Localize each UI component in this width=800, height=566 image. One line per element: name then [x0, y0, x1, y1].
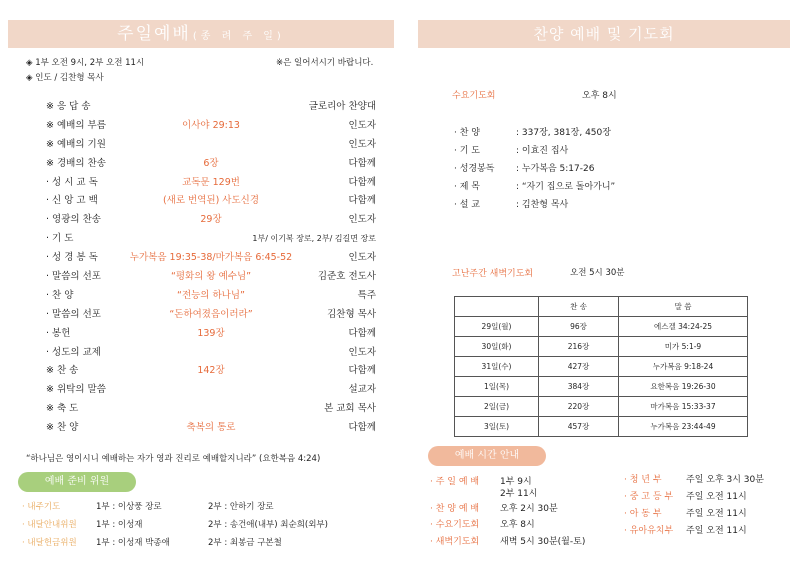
- table-cell-day: 29일(월): [455, 317, 539, 337]
- service-value: 1부 9시: [500, 477, 532, 487]
- order-detail: 이사야 29:13: [182, 119, 240, 131]
- table-cell-day: 31일(수): [455, 357, 539, 377]
- program-value: : 337장, 381장, 450장: [516, 128, 611, 138]
- order-row: [46, 249, 376, 268]
- program-key: · 성경봉독: [454, 164, 495, 174]
- dawn-time: 오전 5시 30분: [570, 268, 625, 278]
- order-title: · 신 앙 고 백: [46, 195, 98, 207]
- scripture-verse: “하나님은 영이시니 예배하는 자가 영과 진리로 예배할지니라” (요한복음 4:24): [26, 454, 321, 464]
- order-leader: 다함께: [348, 176, 376, 188]
- order-detail: 29장: [200, 214, 222, 226]
- order-title: · 기 도: [46, 233, 74, 245]
- committee-label: · 내달안내위원: [22, 520, 77, 530]
- order-title: ※ 경배의 찬송: [46, 157, 106, 169]
- order-detail: 축복의 통로: [186, 422, 236, 434]
- committee-second: 2부 : 송건애(내부) 최순희(외부): [208, 520, 328, 530]
- committee-label: · 내달헌금위원: [22, 538, 77, 548]
- table-cell-hymn: 384장: [539, 377, 619, 397]
- committee-first: 1부 : 이성재 박종애: [96, 538, 170, 548]
- order-title: ※ 예배의 기원: [46, 138, 106, 150]
- order-leader: 김찬형 목사: [327, 308, 376, 320]
- dawn-heading-row: [452, 266, 625, 279]
- table-cell-hymn: 457장: [539, 417, 619, 437]
- service-label: · 수요기도회: [430, 520, 480, 530]
- order-row: [46, 230, 376, 249]
- order-detail: “돈하여졌음이러라”: [169, 308, 253, 320]
- dept-label: · 중 고 등 부: [624, 492, 674, 502]
- table-cell-day: 3일(토): [455, 417, 539, 437]
- program-value: : 김찬형 목사: [516, 200, 569, 210]
- order-row: [46, 325, 376, 344]
- order-title: · 찬 양: [46, 289, 74, 301]
- order-row: [46, 155, 376, 174]
- order-title: · 봉헌: [46, 327, 71, 339]
- order-detail: “평화의 왕 예수님”: [170, 271, 252, 283]
- table-cell-hymn: 96장: [539, 317, 619, 337]
- dawn-schedule-table: [454, 296, 748, 437]
- committee-label: · 내주기도: [22, 502, 61, 512]
- program-key: · 제 목: [454, 182, 480, 192]
- order-leader: 다함께: [348, 422, 376, 434]
- order-leader: 인도자: [348, 346, 376, 358]
- wednesday-time: 오후 8시: [582, 91, 617, 101]
- table-cell-scripture: 요한복음 19:26-30: [619, 377, 748, 397]
- order-row: [46, 400, 376, 419]
- order-detail: 6장: [203, 157, 219, 169]
- table-cell-hymn: 220장: [539, 397, 619, 417]
- worship-title-sub: (종 려 주 일): [192, 31, 285, 42]
- order-detail: 누가복음 19:35-38/마가복음 6:45-52: [129, 252, 293, 264]
- service-label: · 새벽기도회: [430, 537, 480, 547]
- service-time-line: ◈ 1부 오전 9시, 2부 오전 11시: [26, 58, 145, 68]
- table-cell-scripture: 미가 5:1-9: [619, 337, 748, 357]
- order-row: [46, 117, 376, 136]
- standing-note: ※은 일어서시기 바랍니다.: [276, 58, 374, 68]
- order-title: · 영광의 찬송: [46, 214, 101, 226]
- order-title: · 말씀의 선포: [46, 308, 101, 320]
- table-cell-scripture: 에스겔 34:24-25: [619, 317, 748, 337]
- order-leader: 글로리아 찬양대: [308, 101, 376, 112]
- order-row: [46, 174, 376, 193]
- table-row: [455, 317, 748, 337]
- program-value: : “자기 집으로 돌아가니”: [516, 182, 616, 192]
- order-title: ※ 찬 송: [46, 365, 79, 377]
- worship-title: 주일예배: [117, 24, 191, 44]
- order-leader: 특주: [357, 289, 376, 301]
- order-row: [46, 192, 376, 211]
- table-cell-scripture: 누가복음 23:44-49: [619, 417, 748, 437]
- dept-value: 주일 오전 11시: [686, 492, 747, 502]
- order-row: [46, 98, 376, 117]
- dept-value: 주일 오후 3시 30분: [686, 475, 764, 485]
- order-row: [46, 344, 376, 363]
- committee-row: [22, 498, 382, 516]
- order-leader: 다함께: [348, 195, 376, 207]
- wednesday-heading: 수요기도회: [452, 91, 496, 101]
- order-title: ※ 응 답 송: [46, 101, 91, 112]
- committee-first: 1부 : 이상풍 장로: [96, 502, 162, 512]
- table-cell-scripture: 마가복음 15:33-37: [619, 397, 748, 417]
- order-leader: 인도자: [348, 138, 376, 150]
- table-header: [455, 297, 539, 317]
- order-title: ※ 위탁의 말씀: [46, 384, 106, 396]
- committee-second: 2부 : 최봉금 구본철: [208, 538, 282, 548]
- order-row: [46, 136, 376, 155]
- table-cell-day: 30일(화): [455, 337, 539, 357]
- order-title: ※ 축 도: [46, 403, 79, 415]
- program-key: · 기 도: [454, 146, 480, 156]
- order-row: [46, 287, 376, 306]
- order-of-worship: [46, 98, 376, 438]
- table-header: 찬 송: [539, 297, 619, 317]
- order-detail: “전능의 하나님”: [177, 289, 245, 301]
- order-detail: 142장: [197, 365, 225, 377]
- table-header-row: [455, 297, 748, 317]
- service-label: · 주 일 예 배: [430, 477, 480, 487]
- wednesday-heading-row: [452, 88, 617, 101]
- table-row: [455, 357, 748, 377]
- table-row: [455, 417, 748, 437]
- order-title: ※ 예배의 부름: [46, 119, 106, 131]
- right-page: [400, 0, 800, 566]
- table-cell-scripture: 누가복음 9:18-24: [619, 357, 748, 377]
- table-cell-day: 2일(금): [455, 397, 539, 417]
- committee-row: [22, 516, 382, 534]
- service-value: 2부 11시: [500, 489, 538, 499]
- committee-heading: 예배 준비 위원: [18, 472, 136, 492]
- program-key: · 설 교: [454, 200, 480, 210]
- program-value: : 이효진 집사: [516, 146, 569, 156]
- order-row: [46, 306, 376, 325]
- table-row: [455, 397, 748, 417]
- dawn-heading: 고난주간 새벽기도회: [452, 269, 534, 279]
- order-leader: 다함께: [348, 327, 376, 339]
- service-value: 새벽 5시 30분(월-토): [500, 537, 586, 547]
- order-row: [46, 211, 376, 230]
- order-leader: 인도자: [348, 252, 376, 264]
- committee-first: 1부 : 이성재: [96, 520, 143, 530]
- order-row: [46, 419, 376, 438]
- dept-label: · 유아유치부: [624, 526, 674, 536]
- order-title: · 성 시 교 독: [46, 176, 98, 188]
- service-value: 오후 8시: [500, 520, 535, 530]
- order-detail: 교독문 129번: [182, 176, 240, 188]
- order-detail: (새로 번역된) 사도신경: [162, 195, 260, 207]
- table-cell-hymn: 427장: [539, 357, 619, 377]
- committee-row: [22, 534, 382, 552]
- order-row: [46, 268, 376, 287]
- order-leader: 인도자: [348, 214, 376, 226]
- order-detail: 139장: [197, 327, 225, 339]
- praise-title-band: [418, 20, 790, 48]
- order-leader: 설교자: [348, 384, 376, 396]
- order-leader: 1부/ 이기복 장로, 2부/ 김길면 장로: [252, 234, 376, 244]
- leader-line: ◈ 인도 / 김찬형 목사: [26, 73, 104, 83]
- dept-label: · 아 동 부: [624, 509, 662, 519]
- service-times-heading: 예배 시간 안내: [428, 446, 546, 466]
- service-times: [26, 56, 374, 86]
- dept-value: 주일 오전 11시: [686, 526, 747, 536]
- committee-second: 2부 : 안하기 장로: [208, 502, 274, 512]
- praise-title: 찬양 예배 및 기도회: [533, 25, 675, 43]
- table-cell-hymn: 216장: [539, 337, 619, 357]
- service-value: 오후 2시 30분: [500, 504, 558, 514]
- order-title: ※ 찬 양: [46, 422, 79, 434]
- order-leader: 다함께: [348, 157, 376, 169]
- program-value: : 누가복음 5:17-26: [516, 164, 595, 174]
- table-row: [455, 337, 748, 357]
- order-row: [46, 381, 376, 400]
- committee-list: [22, 498, 382, 552]
- program-key: · 찬 양: [454, 128, 480, 138]
- order-leader: 본 교회 목사: [324, 403, 376, 415]
- order-row: [46, 362, 376, 381]
- table-cell-day: 1일(목): [455, 377, 539, 397]
- worship-title-band: [8, 20, 394, 48]
- order-title: · 성 경 봉 독: [46, 252, 98, 264]
- order-leader: 다함께: [348, 365, 376, 377]
- order-leader: 김준호 전도사: [317, 271, 376, 283]
- dept-label: · 청 년 부: [624, 475, 662, 485]
- service-label: · 찬 양 예 배: [430, 504, 480, 514]
- dept-value: 주일 오전 11시: [686, 509, 747, 519]
- table-row: [455, 377, 748, 397]
- order-leader: 인도자: [348, 119, 376, 131]
- table-header: 말 씀: [619, 297, 748, 317]
- order-title: · 성도의 교제: [46, 346, 101, 358]
- order-title: · 말씀의 선포: [46, 271, 101, 283]
